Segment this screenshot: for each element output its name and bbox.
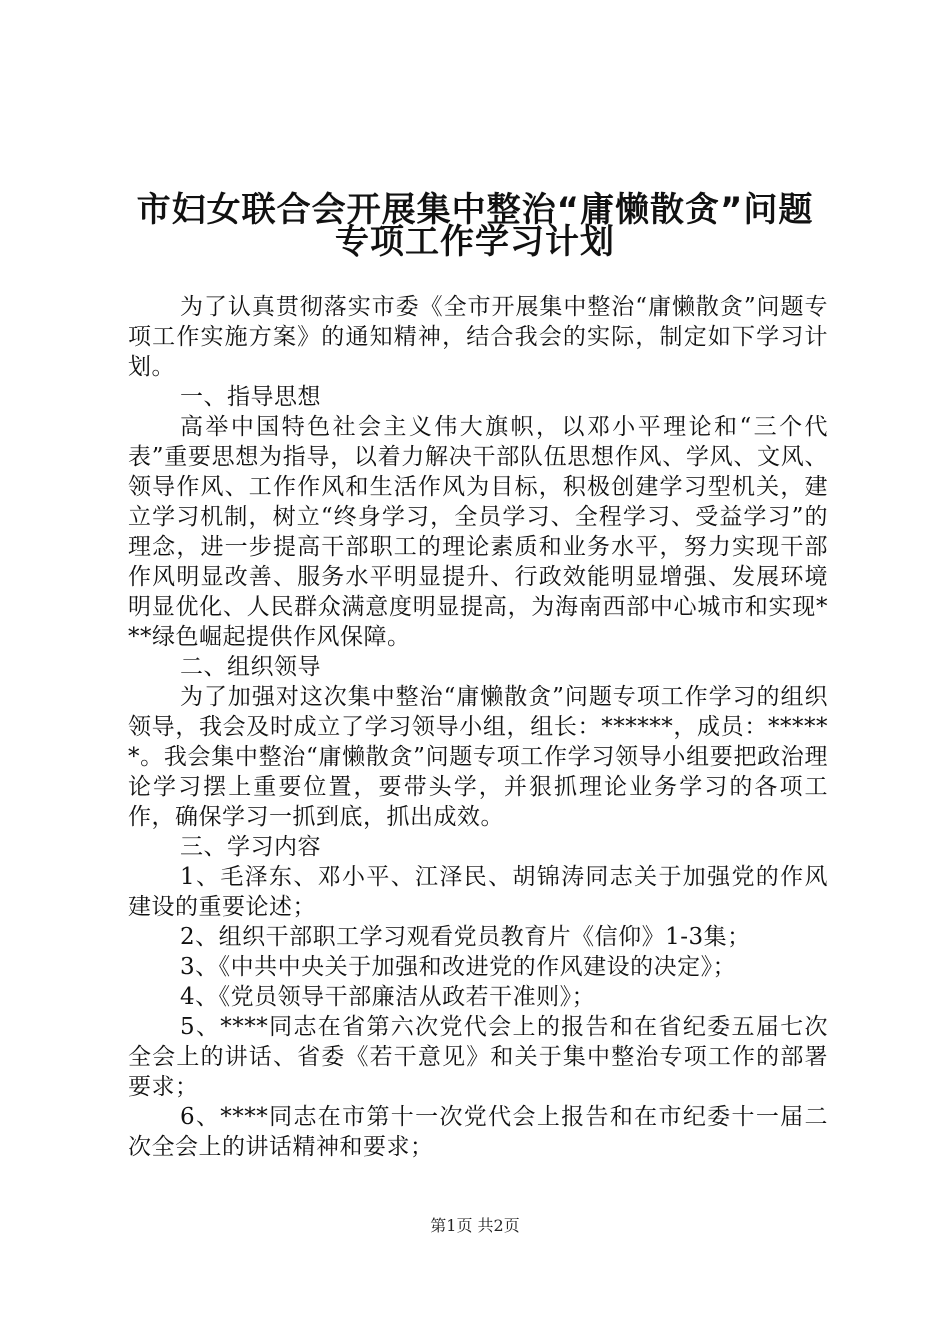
- study-item-5: 5、****同志在省第六次党代会上的报告和在省纪委五届七次全会上的讲话、省委《若干意见》和关于集中整治专项工作的部署要求；: [128, 1014, 828, 1100]
- section-heading-guiding-ideology: 一、指导思想: [180, 384, 321, 410]
- intro-paragraph: 为了认真贯彻落实市委《全市开展集中整治“庸懒散贪”问题专项工作实施方案》的通知精神，结合我会的实际，制定如下学习计划。: [128, 294, 828, 380]
- page-indicator: 第1页 共2页: [430, 1216, 520, 1235]
- document-title-line-2: 专项工作学习计划: [335, 222, 615, 262]
- organization-paragraph: 为了加强对这次集中整治“庸懒散贪”问题专项工作学习的组织领导，我会及时成立了学习领导小组，组长：******，成员：******。我会集中整治“庸懒散贪”问题专项工作学习领导小组要把政治理论学习摆上重要位置，要带头学，并狠抓理论业务学习的各项工作，确保学习一抓到底，抓出成效。: [128, 684, 828, 830]
- study-item-2: 2、组织干部职工学习观看党员教育片《信仰》1-3集；: [180, 924, 751, 950]
- section-heading-study-content: 三、学习内容: [180, 834, 321, 860]
- study-item-6: 6、****同志在市第十一次党代会上报告和在市纪委十一届二次全会上的讲话精神和要求；: [128, 1104, 828, 1160]
- guiding-ideology-paragraph: 高举中国特色社会主义伟大旗帜，以邓小平理论和“三个代表”重要思想为指导，以着力解决干部队伍思想作风、学风、文风、领导作风、工作作风和生活作风为目标，积极创建学习型机关，建立学习机制，树立“终身学习，全员学习、全程学习、受益学习”的理念，进一步提高干部职工的理论素质和业务水平，努力实现干部作风明显改善、服务水平明显提升、行政效能明显增强、发展环境明显优化、人民群众满意度明显提高，为海南西部中心城市和实现***绿色崛起提供作风保障。: [128, 414, 828, 650]
- study-item-1: 1、毛泽东、邓小平、江泽民、胡锦涛同志关于加强党的作风建设的重要论述；: [128, 864, 828, 920]
- study-item-4: 4、《党员领导干部廉洁从政若干准则》；: [180, 984, 596, 1010]
- document-body: [128, 292, 828, 1162]
- study-item-3: 3、《中共中央关于加强和改进党的作风建设的决定》；: [180, 954, 737, 980]
- document-title-line-1: 市妇女联合会开展集中整治“庸懒散贪”问题: [136, 190, 814, 230]
- section-heading-organization: 二、组织领导: [180, 654, 321, 680]
